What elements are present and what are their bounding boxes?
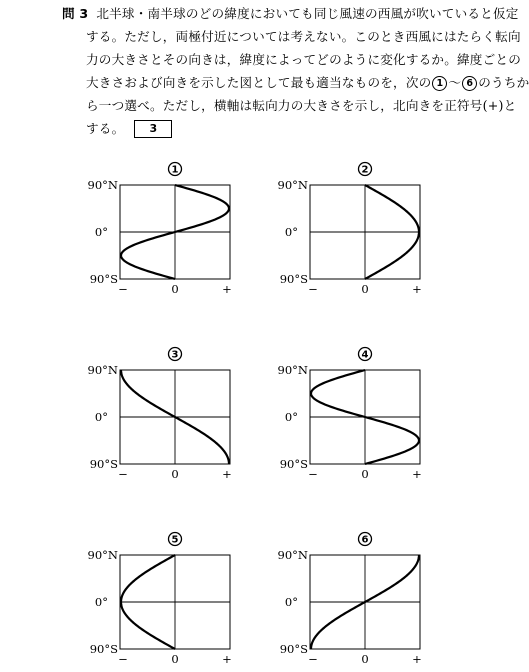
figure-3-label-equator: 0°	[94, 410, 108, 424]
question-line-2: する。ただし，両極付近については考えない。このとき西風にはたらく転向	[86, 29, 521, 44]
figure-2-label-north: 90°N	[277, 178, 308, 192]
figure-1-label: 1	[171, 164, 179, 176]
figure-4-label: 4	[361, 349, 369, 361]
range-end-marker: 6	[462, 76, 477, 91]
question-line-4: 大きさおよび向きを示した図として最も適当なものを，次の 1 ～ 6 のうちか	[86, 75, 529, 90]
answer-box[interactable]: 3	[134, 120, 172, 138]
question-line-6: する。 3	[62, 117, 512, 140]
figure-1-label-minus: −	[118, 282, 128, 296]
figure-3-label-plus: +	[222, 467, 232, 481]
figure-5-label-zero: 0	[171, 652, 179, 666]
figure-4-label-south: 90°S	[279, 457, 308, 471]
figure-4-label-plus: +	[412, 467, 422, 481]
figure-5-label-south: 90°S	[89, 642, 118, 656]
figure-2-label-equator: 0°	[284, 225, 298, 239]
figure-5-label: 5	[171, 534, 179, 546]
figure-3-label-zero: 0	[171, 467, 179, 481]
figure-4-label-equator: 0°	[284, 410, 298, 424]
figure-6-label-south: 90°S	[279, 642, 308, 656]
figure-3-label: 3	[171, 349, 179, 361]
figure-2-label-south: 90°S	[279, 272, 308, 286]
figure-2-label-zero: 0	[361, 282, 369, 296]
figure-1-label-plus: +	[222, 282, 232, 296]
question-line-3: 力の大きさとその向きは，緯度によってどのように変化するか。緯度ごとの	[86, 52, 521, 67]
figure-3-label-minus: −	[118, 467, 128, 481]
figure-6-label-plus: +	[412, 652, 422, 666]
figure-6-label: 6	[361, 534, 369, 546]
range-start-marker: 1	[432, 76, 447, 91]
figure-5-label-minus: −	[118, 652, 128, 666]
figure-1-label-north: 90°N	[87, 178, 118, 192]
question-number: 問 3	[62, 6, 89, 21]
figure-2-label-minus: −	[308, 282, 318, 296]
question-line-1: 問 3 北半球・南半球のどの緯度においても同じ風速の西風が吹いていると仮定	[62, 6, 519, 21]
figure-2-label: 2	[361, 164, 369, 176]
figure-6-label-zero: 0	[361, 652, 369, 666]
figure-6-label-equator: 0°	[284, 595, 298, 609]
figure-1-label-equator: 0°	[94, 225, 108, 239]
figure-2-label-plus: +	[412, 282, 422, 296]
figure-4-label-zero: 0	[361, 467, 369, 481]
figure-4-label-north: 90°N	[277, 363, 308, 377]
figure-1-label-south: 90°S	[89, 272, 118, 286]
question-line-5: ら一つ選べ。ただし，横軸は転向力の大きさを示し，北向きを正符号(+)と	[86, 98, 517, 113]
figure-3-label-north: 90°N	[87, 363, 118, 377]
figure-3-label-south: 90°S	[89, 457, 118, 471]
figure-6-label-north: 90°N	[277, 548, 308, 562]
figure-6-label-minus: −	[308, 652, 318, 666]
figure-5-label-north: 90°N	[87, 548, 118, 562]
figure-5-label-plus: +	[222, 652, 232, 666]
figure-4-label-minus: −	[308, 467, 318, 481]
figure-5-label-equator: 0°	[94, 595, 108, 609]
figure-1-label-zero: 0	[171, 282, 179, 296]
